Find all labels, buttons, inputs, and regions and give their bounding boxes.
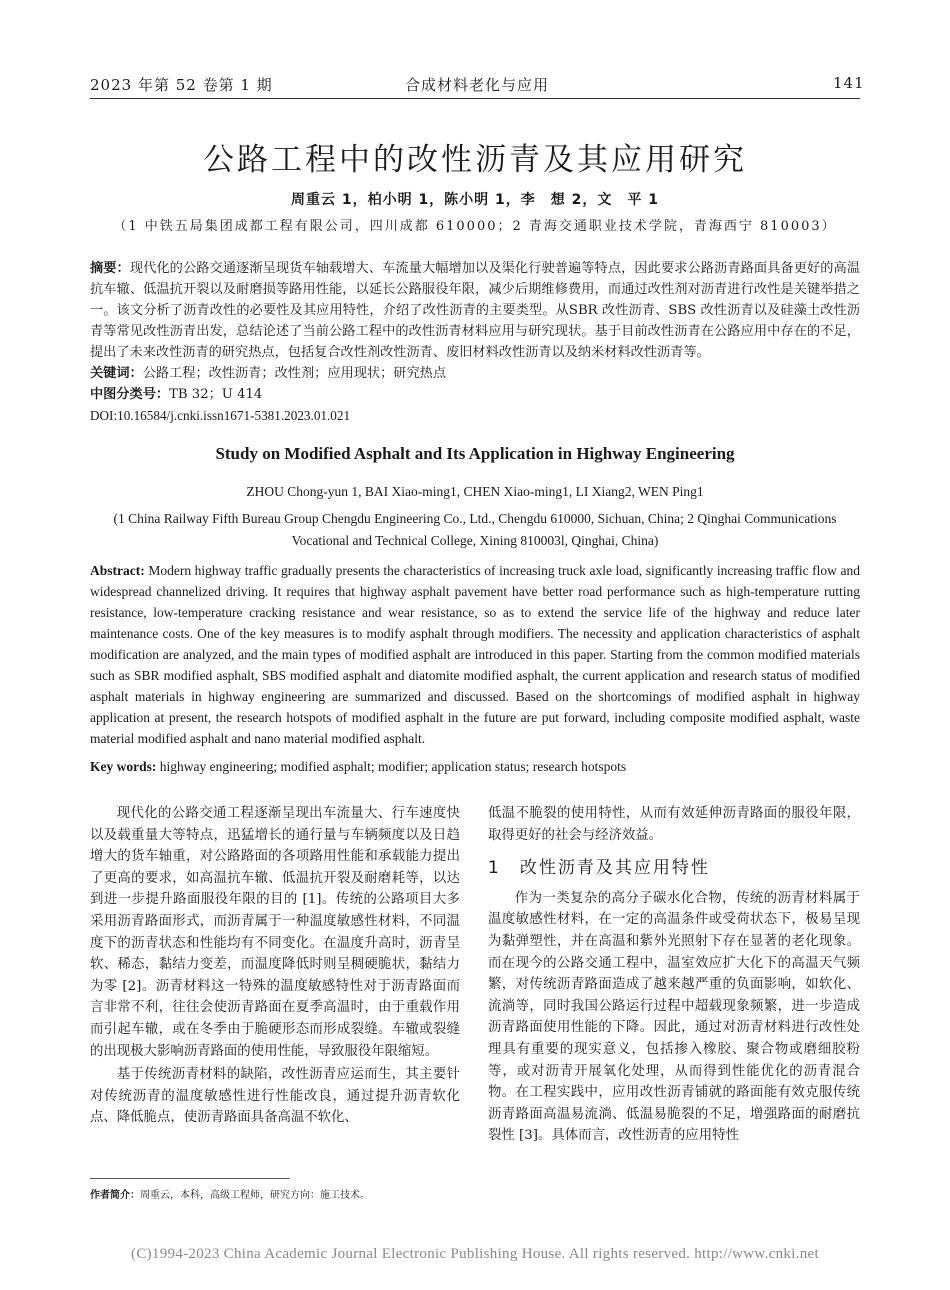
- en-abstract: [90, 560, 860, 749]
- page-number: 141: [833, 74, 865, 92]
- footnote-label: 作者简介：: [90, 1190, 140, 1201]
- body-paragraph: 现代化的公路交通工程逐渐呈现出车流量大、行车速度快以及载重量大等特点，迅猛增长的通行量与车辆频度以及日趋增大的货车轴重，对公路路面的各项路用性能和承载能力提出了更高的要求，如高温抗车辙、低温抗开裂及耐磨耗等，以达到进一步提升路面服役年限的目的 [1]。传统的公路项目大多采用沥青路面形式，而沥青属于一种温度敏感性材料，不同温度下的沥青状态和性能均有不同变化。在温度升高时，沥青呈软、稀态，黏结力变差，而温度降低时则呈稠硬脆状，黏结力为零 [2]。沥青材料这一特殊的温度敏感特性对于沥青路面而言非常不利，往往会使沥青路面在夏季高温时，由于重载作用而引起车辙，或在冬季由于脆硬形态而形成裂缝。车辙或裂缝的出现极大影响沥青路面的使用性能，导致服役年限缩短。: [90, 806, 460, 1059]
- cn-keywords-text: 公路工程；改性沥青；改性剂；应用现状；研究热点: [142, 366, 447, 381]
- copyright-notice: (C)1994-2023 China Academic Journal Electronic Publishing House. All rights reserved. http://www.cnki.net: [131, 1246, 819, 1262]
- cn-keywords-label: 关键词：: [90, 366, 143, 381]
- en-keywords-label: Key words:: [90, 759, 157, 774]
- cn-clc: [90, 384, 860, 405]
- author-footnote: [90, 1186, 370, 1201]
- en-title: Study on Modified Asphalt and Its Application in Highway Engineering: [215, 444, 735, 463]
- body-paragraph: 低温不脆裂的使用特性，从而有效延伸沥青路面的服役年限，取得更好的社会与经济效益。: [488, 806, 860, 843]
- journal-name: 合成材料老化与应用: [405, 76, 550, 94]
- body-paragraph: 作为一类复杂的高分子碳水化合物，传统的沥青材料属于温度敏感性材料，在一定的高温条件或受荷状态下，极易呈现为黏弹塑性，并在高温和紫外光照射下存在显著的老化现象。而在现今的公路交通工程中，温室效应扩大化下的高温天气频繁，对传统沥青路面造成了越来越严重的负面影响，如软化、流淌等，同时我国公路运行过程中超载现象频繁，进一步造成沥青路面使用性能的下降。因此，通过对沥青材料进行改性处理具有重要的现实意义，包括掺入橡胶、聚合物或磨细胶粉等，或对沥青开展氧化处理，从而得到性能优化的沥青混合物。在工程实践中，应用改性沥青铺就的路面能有效克服传统沥青路面高温易流淌、低温易脆裂的不足，增强路面的耐磨抗裂性 [3]。具体而言，改性沥青的应用特性: [488, 890, 860, 1144]
- issue-info: 2023 年第 52 卷第 1 期: [90, 76, 273, 94]
- en-authors: ZHOU Chong-yun 1, BAI Xiao-ming1, CHEN Xiao-ming1, LI Xiang2, WEN Ping1: [246, 484, 704, 499]
- en-abstract-label: Abstract:: [90, 563, 145, 578]
- cn-authors: 周重云 1，柏小明 1，陈小明 1，李 想 2，文 平 1: [290, 192, 660, 208]
- cn-abstract: [90, 258, 860, 363]
- en-keywords-text: highway engineering; modified asphalt; modifier; application status; research hotspots: [159, 759, 627, 774]
- cn-abstract-label: 摘要：: [90, 261, 130, 276]
- header-rule: [90, 98, 860, 99]
- cn-title: 公路工程中的改性沥青及其应用研究: [203, 142, 747, 178]
- en-affiliation: (1 China Railway Fifth Bureau Group Chengdu Engineering Co., Ltd., Chengdu 610000, Sichuan, China; 2 Qinghai Communications Vocational and Technical College, Xining 810003l, Qinghai, China): [113, 511, 837, 548]
- right-column: [488, 803, 860, 1147]
- body-paragraph: 基于传统沥青材料的缺陷，改性沥青应运而生，其主要针对传统沥青的温度敏感性进行性能改良，通过提升沥青软化点、降低脆点，使沥青路面具备高温不软化、: [90, 1067, 460, 1126]
- cn-clc-label: 中图分类号：: [90, 387, 170, 402]
- en-keywords: [90, 756, 860, 777]
- cn-clc-text: TB 32；U 414: [169, 387, 263, 402]
- doi: DOI:10.16584/j.cnki.issn1671-5381.2023.01.021: [90, 408, 351, 423]
- footnote-text: 周重云，本科，高级工程师，研究方向：施工技术。: [140, 1190, 370, 1201]
- footnote-rule: [90, 1178, 290, 1179]
- cn-affiliation: （1 中铁五局集团成都工程有限公司，四川成都 610000；2 青海交通职业技术学院，青海西宁 810003）: [113, 219, 837, 234]
- en-abstract-text: Modern highway traffic gradually presents the characteristics of increasing truck axle load, significantly increasing traffic flow and widespread channelized driving. It requires that highway asphalt pavement have better road performance such as high-temperature rutting resistance, low-temperature cracking resistance and wear resistance, so as to extend the service life of the highway and reduce later maintenance costs. One of the key measures is to modify asphalt through modifiers. The necessity and application characteristics of asphalt modification are analyzed, and the main types of modified asphalt are introduced in this paper. Starting from the common modified materials such as SBR modified asphalt, SBS modified asphalt and diatomite modified asphalt, the current application and research status of modified asphalt materials in highway engineering are summarized and discussed. Based on the shortcomings of modified asphalt in highway application at present, the research hotspots of modified asphalt in the future are put forward, including composite modified asphalt, waste material modified asphalt and nano material modified asphalt.: [90, 563, 861, 746]
- section-heading: 1 改性沥青及其应用特性: [488, 858, 710, 879]
- cn-abstract-block: [90, 258, 860, 426]
- cn-abstract-text: 现代化的公路交通逐渐呈现货车轴载增大、车流量大幅增加以及渠化行驶普遍等特点，因此要求公路沥青路面具备更好的高温抗车辙、低温抗开裂以及耐磨损等路用性能，以延长公路服役年限，减少后期维修费用，而通过改性剂对沥青进行改性是关键举措之一。该文分析了沥青改性的必要性及其应用特性，介绍了改性沥青的主要类型。从SBR 改性沥青、SBS 改性沥青以及硅藻土改性沥青等常见改性沥青出发，总结论述了当前公路工程中的改性沥青材料应用与研究现状。基于目前改性沥青在公路应用中存在的不足，提出了未来改性沥青的研究热点，包括复合改性剂改性沥青、废旧材料改性沥青以及纳米材料改性沥青等。: [90, 261, 861, 360]
- left-column: [90, 803, 460, 1129]
- cn-keywords: [90, 363, 860, 384]
